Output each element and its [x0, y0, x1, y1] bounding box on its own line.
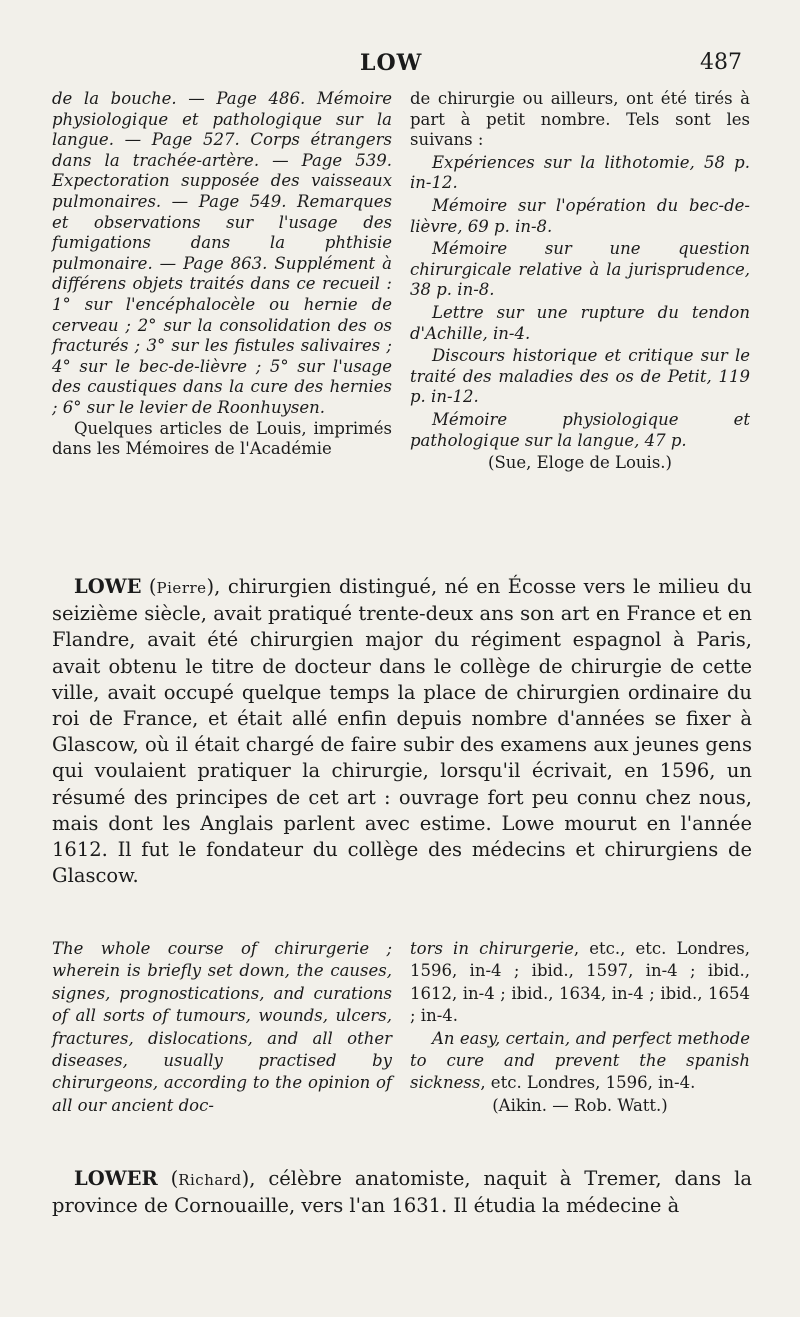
lowe-bib2-title: An easy, certain, and perfect methode to cure and prevent the spanish sickness: [410, 1028, 750, 1093]
lowe-biography: , chirurgien distingué, né en Écosse vers le milieu du seizième siècle, avait pratiqué trente-deux ans son art en France et en Flandre, avait été chirurgien major du régiment espagnol à Paris, avait obtenu le titre de docteur dans le collège de chirurgie de cette ville, avait occupé quelque temps la place de chirurgien ordinaire du roi de France, et était allé enfin depuis nombre d'années se fixer à Glascow, où il était chargé de faire subir des examens aux jeunes gens qui voulaient pratiquer la chirurgie, lorsqu'il écrivait, en 1596, un résumé des principes de cet art : ouvrage fort peu connu chez nous, mais dont les Anglais parlent avec estime. Lowe mourut en l'année 1612. Il fut le fondateur du collège des médecins et chirurgiens de Glascow.: [52, 575, 753, 888]
offprint-entry: Discours historique et critique sur le traité des maladies des os de Petit, 119 p. in-12.: [410, 346, 750, 407]
louis-source-citation: (Sue, Eloge de Louis.): [488, 453, 672, 473]
lowe-bib-editions: , etc., etc. Londres, 1596, in-4 ; ibid., 1597, in-4 ; ibid., 1612, in-4 ; ibid., 1634, in-4 ; ibid., 1654 ; in-4.: [410, 939, 750, 1026]
lower-given-name: Richard: [178, 1171, 242, 1189]
lowe-source-citation: (Aikin. — Rob. Watt.): [492, 1095, 668, 1115]
louis-offprints-intro: de chirurgie ou ailleurs, ont été tirés à part à petit nombre. Tels sont les suivans :: [410, 89, 750, 150]
louis-articles-intro: Quelques articles de Louis, imprimés dans les Mémoires de l'Académie: [52, 418, 392, 459]
lowe-bibliography-left: The whole course of chirurgerie ; wherein is briefly set down, the causes, signes, prognostications, and curations of all sorts of tumours, wounds, ulcers, fractures, dislocations, and all other diseases, usually practised by chirurgeons, according to the opinion of all our ancient doc-: [52, 939, 392, 1115]
lower-headword: LOWER: [74, 1167, 158, 1190]
offprint-entry: Lettre sur une rupture du tendon d'Achille, in-4.: [410, 302, 750, 343]
entry-lower: LOWER (Richard), célèbre anatomiste, naquit à Tremer, dans la province de Cornouaille, vers l'an 1631. Il étudia la médecine à: [52, 1167, 752, 1218]
louis-works-right-column: [410, 89, 750, 474]
page-number: 487: [700, 50, 742, 75]
offprint-entry: Mémoire physiologique et pathologique sur la langue, 47 p.: [410, 409, 750, 450]
offprint-entry: Mémoire sur une question chirurgicale relative à la jurisprudence, 38 p. in-8.: [410, 239, 750, 300]
lowe-given-name: Pierre: [156, 579, 207, 597]
offprint-entry: Expériences sur la lithotomie, 58 p. in-12.: [410, 152, 750, 193]
lowe-bib-title-end: tors in chirurgerie: [410, 939, 574, 958]
entry-lowe: LOWE (Pierre), chirurgien distingué, né en Écosse vers le milieu du seizième siècle, avait pratiqué trente-deux ans son art en France et en Flandre, avait été chirurgien major du régiment espagnol à Paris, avait obtenu le titre de docteur dans le collège de chirurgie de cette ville, avait occupé quelque temps la place de chirurgien ordinaire du roi de France, et était allé enfin depuis nombre d'années se fixer à Glascow, où il était chargé de faire subir des examens aux jeunes gens qui voulaient pratiquer la chirurgie, lorsqu'il écrivait, en 1596, un résumé des principes de cet art : ouvrage fort peu connu chez nous, mais dont les Anglais parlent avec estime. Lowe mourut en l'année 1612. Il fut le fondateur du collège des médecins et chirurgiens de Glascow.: [52, 575, 753, 888]
lowe-bib2-edition: , etc. Londres, 1596, in-4.: [480, 1073, 696, 1093]
louis-works-left-column: [52, 89, 392, 460]
louis-works-list: de la bouche. — Page 486. Mémoire physiologique et pathologique sur la langue. — Page 527. Corps étrangers dans la trachée-artère. — Page 539. Expectoration supposée des vaisseaux pulmonaires. — Page 549. Remarques et observations sur l'usage des fumigations dans la phthisie pulmonaire. — Page 863. Supplément à différens objets traités dans ce recueil : 1° sur l'encéphalocèle ou hernie de cerveau ; 2° sur la consolidation des os fracturés ; 3° sur les fistules salivaires ; 4° sur le bec-de-lièvre ; 5° sur l'usage des caustiques dans la cure des hernies ; 6° sur le levier de Roonhuysen.: [52, 89, 392, 417]
page-header: [0, 50, 800, 84]
lower-biography: , célèbre anatomiste, naquit à Tremer, dans la province de Cornouaille, vers l'an 1631. Il étudia la médecine à: [52, 1167, 752, 1218]
lowe-bibliography-right: [410, 938, 750, 1117]
lowe-headword: LOWE: [74, 575, 142, 598]
offprint-entry: Mémoire sur l'opération du bec-de-lièvre, 69 p. in-8.: [410, 195, 750, 236]
running-head: LOW: [360, 50, 423, 76]
